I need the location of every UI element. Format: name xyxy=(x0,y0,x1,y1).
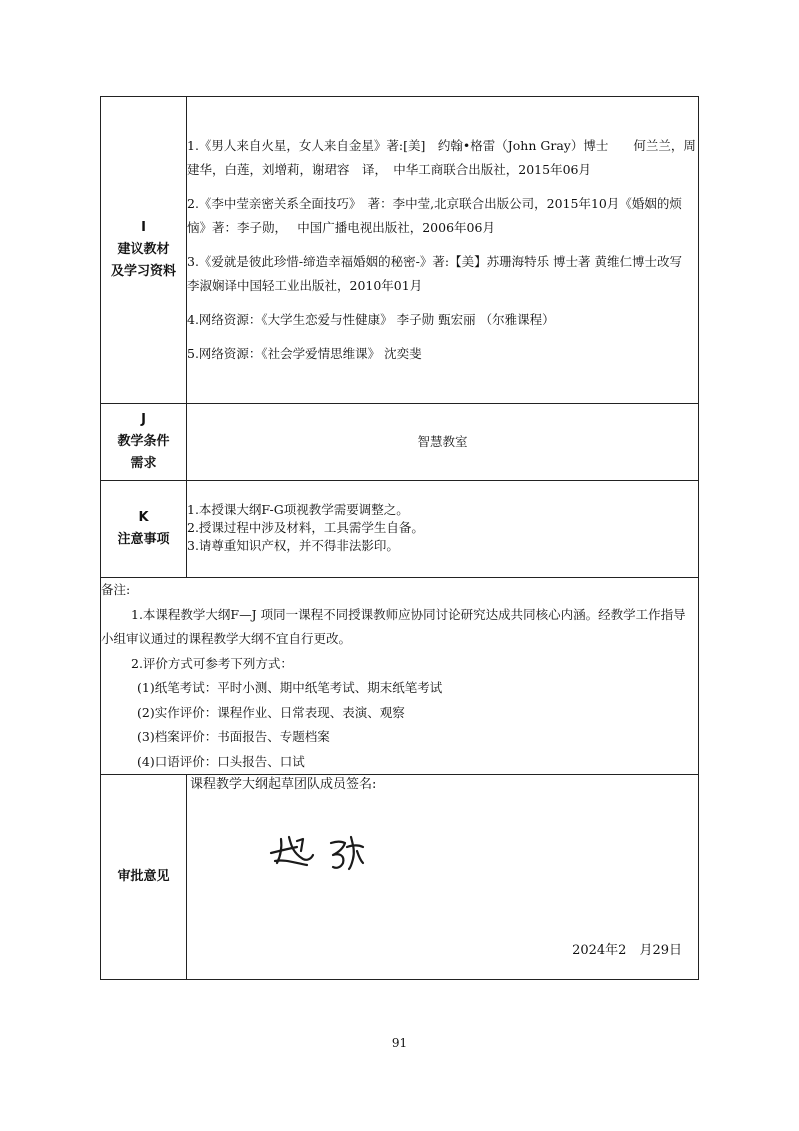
remarks-heading: 备注: xyxy=(101,582,131,597)
reference-item: 5.网络资源：《社会学爱情思维课》 沈奕斐 xyxy=(187,346,422,361)
approval-content xyxy=(187,775,699,980)
section-k-content xyxy=(187,481,699,578)
reference-item: 4.网络资源：《大学生恋爱与性健康》 李子勋 甄宏丽 （尔雅课程） xyxy=(187,312,555,327)
signature-title: 课程教学大纲起草团队成员签名: xyxy=(190,777,377,792)
reference-item: 2.《李中莹亲密关系全面技巧》 著：李中莹,北京联合出版公司，2015年10月《婚姻的烦恼》著：李子勋， 中国广播电视出版社，2006年06月 xyxy=(187,196,682,235)
section-i-label-line2: 及学习资料 xyxy=(110,264,176,279)
section-k-label xyxy=(101,481,187,578)
section-j-letter: J xyxy=(141,412,146,427)
remarks-item-1: 1.本课程教学大纲F—J 项同一课程不同授课教师应协同讨论研究达成共同核心内涵。经教学工作指导小组审议通过的课程教学大纲不宜自行更改。 xyxy=(101,606,686,646)
section-i-label xyxy=(101,97,187,404)
remarks-item-2: 2.评价方式可参考下列方式： xyxy=(131,655,293,671)
section-j-label xyxy=(101,404,187,481)
section-i-label-line1: 建议教材 xyxy=(117,242,170,257)
remarks-cell xyxy=(101,578,699,775)
section-k-row xyxy=(101,481,699,578)
section-i-letter: I xyxy=(141,220,146,235)
note-item: 1.本授课大纲F-G项视教学需要调整之。 xyxy=(187,502,409,517)
approval-label: 审批意见 xyxy=(101,775,187,980)
evaluation-method: (4)口语评价：口头报告、口试 xyxy=(137,753,305,769)
evaluation-method: (3)档案评价：书面报告、专题档案 xyxy=(137,729,330,744)
section-i-content xyxy=(187,97,699,404)
section-k-label-text: 注意事项 xyxy=(117,532,170,547)
section-j-row xyxy=(101,404,699,481)
course-outline-table xyxy=(100,96,699,980)
handwritten-signature xyxy=(267,825,377,875)
approval-row xyxy=(101,775,699,980)
evaluation-method: (1)纸笔考试：平时小测、期中纸笔考试、期末纸笔考试 xyxy=(137,680,443,695)
section-j-label-line1: 教学条件 xyxy=(117,434,170,449)
remarks-row xyxy=(101,578,699,775)
section-j-content: 智慧教室 xyxy=(187,404,699,481)
evaluation-method: (2)实作评价：课程作业、日常表现、表演、观察 xyxy=(137,704,405,720)
section-j-label-line2: 需求 xyxy=(130,456,157,471)
section-k-letter: K xyxy=(138,510,149,525)
signature-date: 2024年2 月29日 xyxy=(572,943,682,958)
note-item: 3.请尊重知识产权，并不得非法影印。 xyxy=(187,538,399,553)
page-number: 91 xyxy=(391,1036,408,1050)
reference-item: 3.《爱就是彼此珍惜-缔造幸福婚姻的秘密-》著:【美】苏珊海特乐 博士著 黄维仁博士改写 李淑娴译中国轻工业出版社，2010年01月 xyxy=(187,254,683,293)
section-i-row xyxy=(101,97,699,404)
reference-item: 1.《男人来自火星，女人来自金星》著:[美] 约翰•格雷（John Gray）博士 何兰兰，周建华，白莲，刘增莉，谢珺容 译， 中华工商联合出版社，2015年06月 xyxy=(187,138,696,177)
note-item: 2.授课过程中涉及材料，工具需学生自备。 xyxy=(187,520,424,535)
